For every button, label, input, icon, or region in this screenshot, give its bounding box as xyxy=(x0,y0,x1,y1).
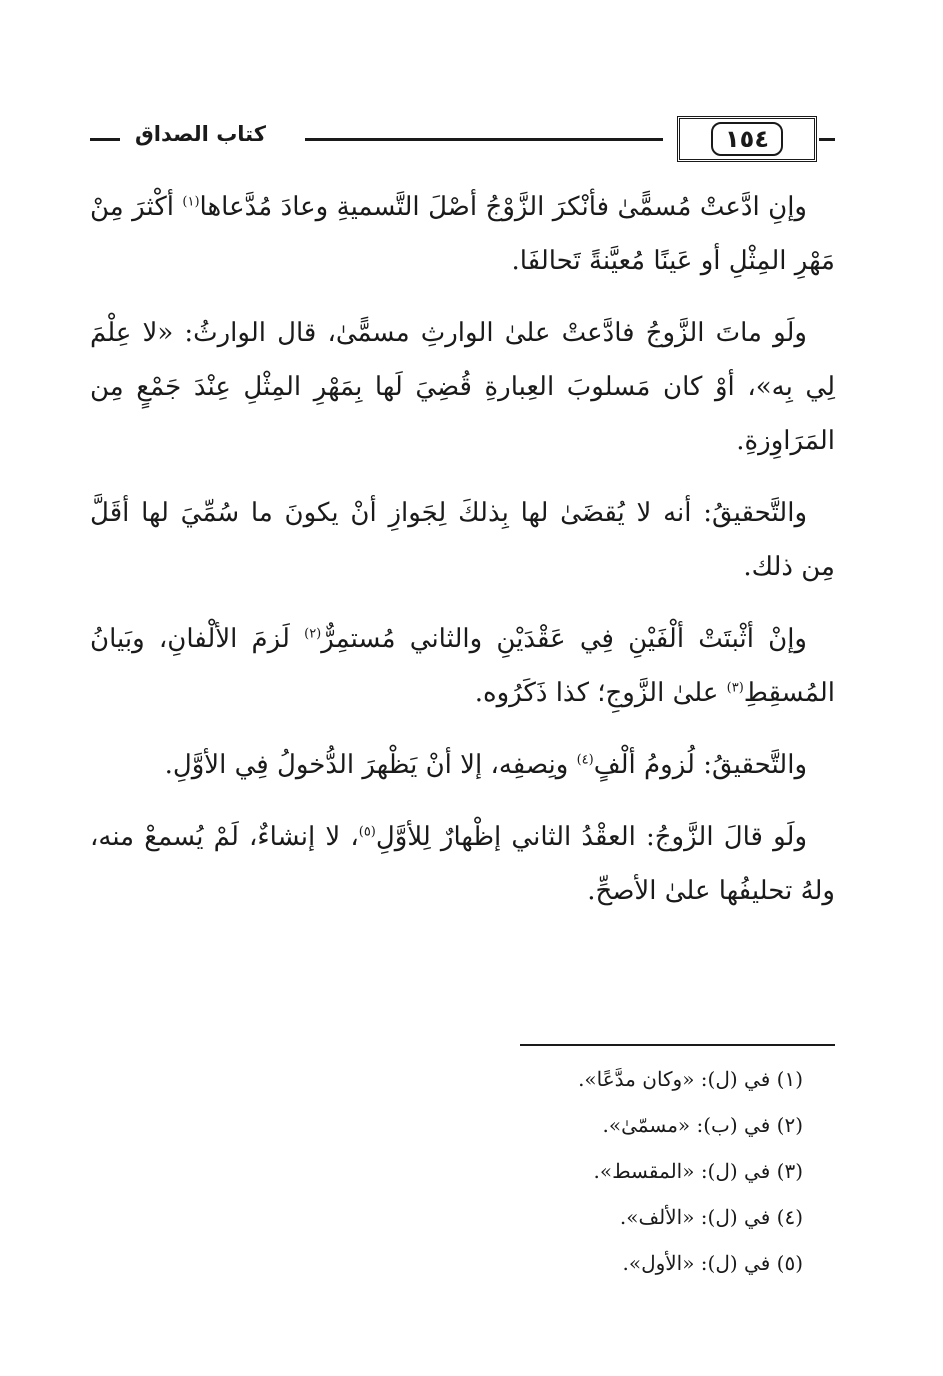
footnote-item: (٤) في (ل): «الألف». xyxy=(619,1205,803,1229)
header-rule-left xyxy=(90,138,120,141)
footnote-ref: (٤) xyxy=(576,752,594,768)
footnote-item: (٢) في (ب): «مسمّىٰ». xyxy=(602,1113,803,1137)
footnote-ref: (٥) xyxy=(358,824,376,840)
running-header xyxy=(90,108,835,168)
footnote-item: (٣) في (ل): «المقسط». xyxy=(593,1159,803,1183)
footnote-ref: (٣) xyxy=(726,680,744,696)
header-rule-right xyxy=(819,138,835,141)
footnote-item: (١) في (ل): «وكان مدَّعًا». xyxy=(578,1067,803,1091)
page-number-frame xyxy=(677,116,817,162)
footnotes xyxy=(203,1056,803,1286)
paragraph: ولَو قالَ الزَّوجُ: العقْدُ الثاني إظْهارٌ لِلأوَّلِ$^{(٥)}$، لا إنشاءٌ، لَمْ يُسمعْ منه، ولهُ تحليفُها علىٰ الأصحِّ. xyxy=(90,822,835,906)
footnote-item: (٥) في (ل): «الأول». xyxy=(622,1251,803,1275)
book-title: كتاب الصداق xyxy=(135,122,266,146)
paragraph: والتَّحقيقُ: أنه لا يُقضَىٰ لها بِذلكَ لِجَوازِ أنْ يكونَ ما سُمِّيَ لها أقَلَّ مِن ذلك. xyxy=(90,498,835,582)
paragraph: وإنْ أثْبتَتْ ألْفَيْنِ فِي عَقْدَيْنِ والثاني مُستمِرٌّ$^{(٢)}$ لَزمَ الألْفانِ، وبَيانُ المُسقِطِ$^{(٣)}$ علىٰ الزَّوجِ؛ كذا ذَكَرُوه. xyxy=(90,624,835,708)
page-number: ١٥٤ xyxy=(711,122,783,156)
paragraph: ولَو ماتَ الزَّوجُ فادَّعتْ علىٰ الوارثِ مسمًّىٰ، قال الوارثُ: «لا عِلْمَ لِي بِه»، أوْ كان مَسلوبَ العِبارةِ قُضِيَ لَها بِمَهْرِ المِثْلِ عِنْدَ جَمْعٍ مِن المَرَاوِزةِ. xyxy=(90,318,835,456)
footnote-ref: (١) xyxy=(182,194,200,210)
footnote-rule xyxy=(520,1044,835,1046)
paragraph: والتَّحقيقُ: لُزومُ ألْفٍ$^{(٤)}$ ونِصفِه، إلا أنْ يَظْهرَ الدُّخولُ فِي الأوَّلِ. xyxy=(164,750,807,780)
footnote-ref: (٢) xyxy=(304,626,322,642)
header-rule-middle xyxy=(305,138,663,141)
main-text xyxy=(90,180,835,936)
paragraph: وإنِ ادَّعتْ مُسمًّىٰ فأنْكرَ الزَّوْجُ أصْلَ التَّسميةِ وعادَ مُدَّعاها$^{(١)}$ أكْثرَ مِنْ مَهْرِ المِثْلِ أو عَينًا مُعيَّنةً تَحالفَا. xyxy=(90,192,835,276)
